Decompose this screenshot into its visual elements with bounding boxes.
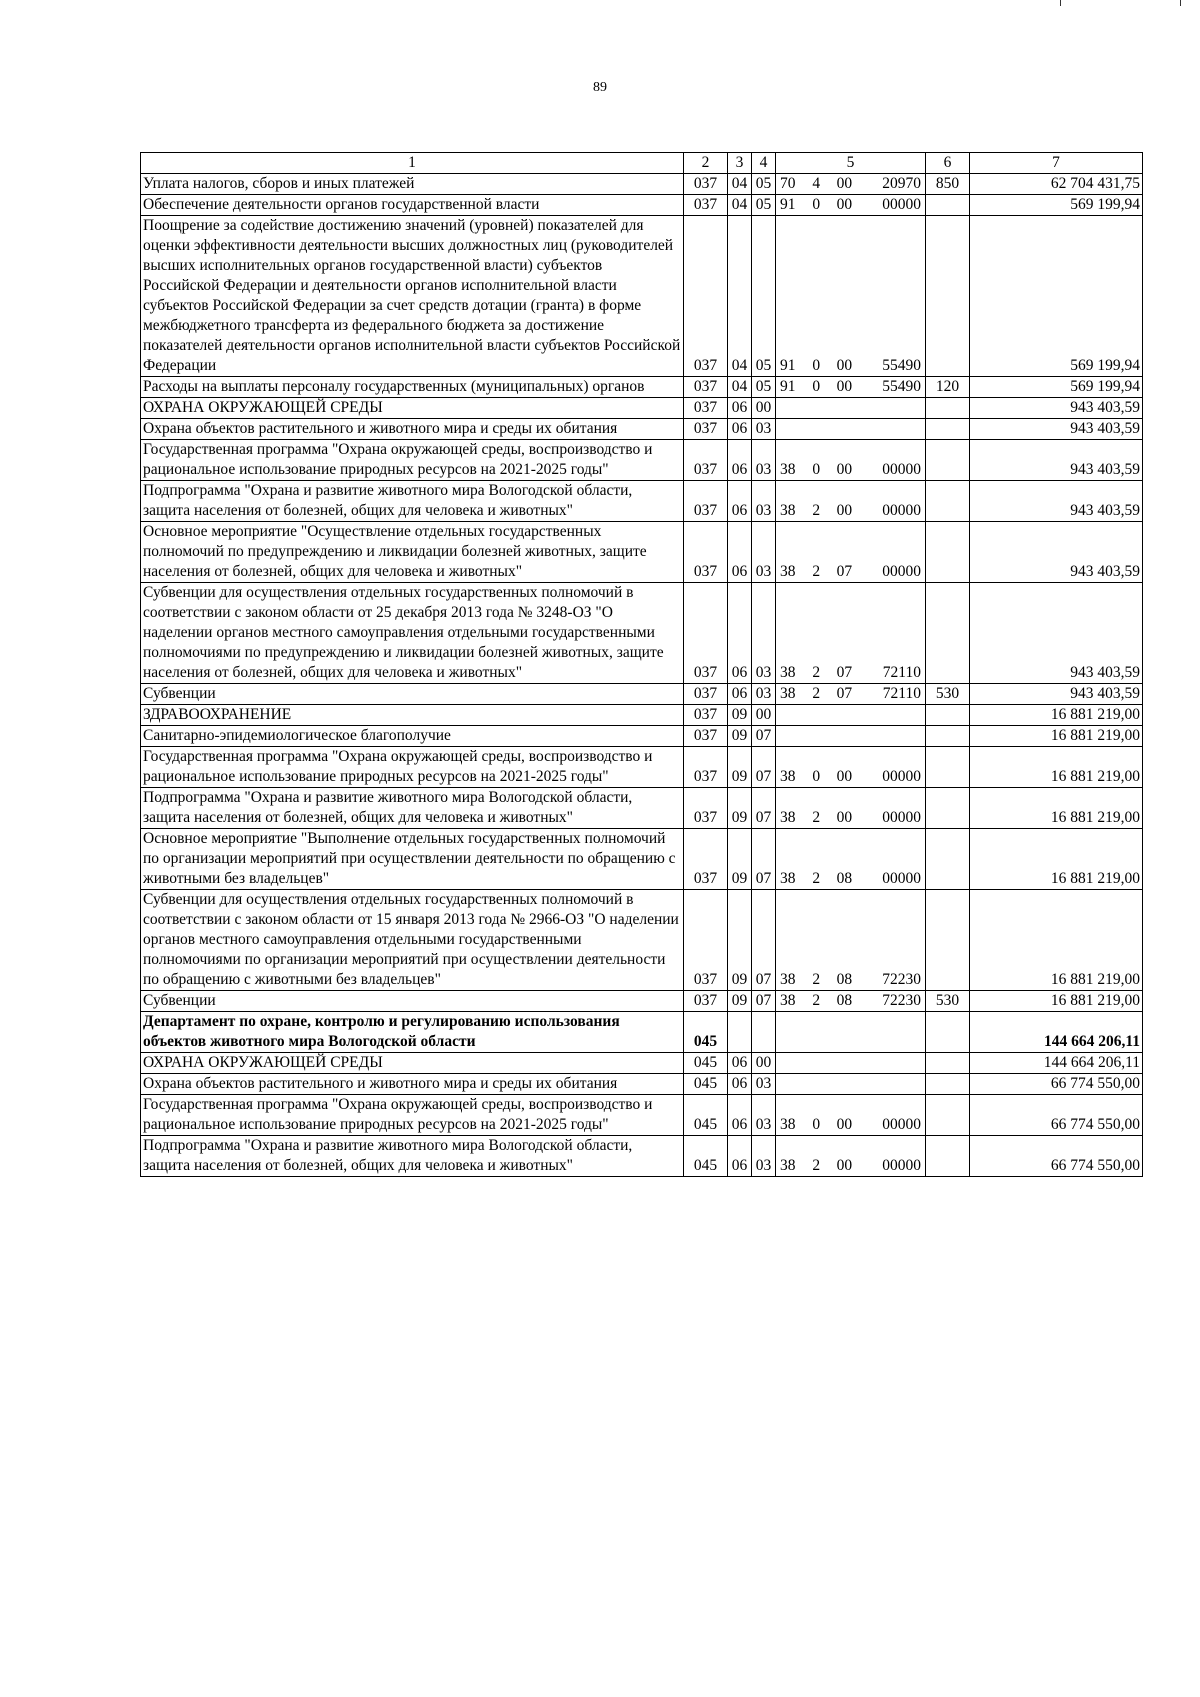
target-article-part: 2: [812, 1157, 821, 1174]
row-name-cell: Подпрограмма "Охрана и развитие животного мира Вологодской области, защита населения от болезней, общих для человека и животных": [141, 788, 684, 829]
target-article-part: 00: [836, 768, 853, 785]
target-article-part: 2: [812, 563, 821, 580]
target-article-code: [780, 562, 921, 582]
section-code-cell: 06: [728, 1053, 752, 1074]
section-code-cell: 04: [728, 174, 752, 195]
target-article-part: 70: [780, 175, 796, 192]
ved-code-cell: 037: [684, 829, 728, 890]
table-row: [141, 440, 1143, 481]
target-article-part: 08: [836, 870, 853, 887]
target-article-part: 08: [836, 992, 853, 1009]
amount-cell: 569 199,94: [970, 377, 1143, 398]
amount-cell: 943 403,59: [970, 481, 1143, 522]
target-article-code: [780, 1115, 921, 1135]
amount-cell: 66 774 550,00: [970, 1074, 1143, 1095]
ved-code-cell: 037: [684, 788, 728, 829]
target-article-cell: [776, 195, 926, 216]
ved-code-cell: 037: [684, 377, 728, 398]
target-article-part: 0: [812, 196, 821, 213]
target-article-code: [780, 970, 921, 990]
expense-type-cell: [926, 788, 970, 829]
row-name-cell: Охрана объектов растительного и животного мира и среды их обитания: [141, 419, 684, 440]
ved-code-cell: 037: [684, 522, 728, 583]
target-article-part: 00: [836, 1157, 853, 1174]
ved-code-cell: 037: [684, 991, 728, 1012]
expense-type-cell: [926, 705, 970, 726]
section-code-cell: 09: [728, 705, 752, 726]
target-article-cell: [776, 684, 926, 705]
header-cell: 7: [970, 153, 1143, 174]
amount-cell: 16 881 219,00: [970, 890, 1143, 991]
section-code-cell: 06: [728, 522, 752, 583]
target-article-cell: [776, 216, 926, 377]
target-article-part: 55490: [882, 357, 921, 374]
section-code-cell: 04: [728, 195, 752, 216]
target-article-part: 38: [780, 1116, 796, 1133]
row-name-cell: Уплата налогов, сборов и иных платежей: [141, 174, 684, 195]
target-article-part: 00: [836, 378, 853, 395]
target-article-part: 91: [780, 378, 796, 395]
target-article-code: [780, 460, 921, 480]
table-row: [141, 419, 1143, 440]
section-code-cell: 06: [728, 440, 752, 481]
section-code-cell: 06: [728, 481, 752, 522]
target-article-part: 55490: [882, 378, 921, 395]
table-row: [141, 1074, 1143, 1095]
row-name-cell: Подпрограмма "Охрана и развитие животного мира Вологодской области, защита населения от болезней, общих для человека и животных": [141, 481, 684, 522]
target-article-part: 20970: [882, 175, 921, 192]
table-row: [141, 1136, 1143, 1177]
budget-table: [140, 152, 1143, 1177]
ved-code-cell: 045: [684, 1136, 728, 1177]
table-row: [141, 522, 1143, 583]
subsection-code-cell: 03: [752, 1074, 776, 1095]
amount-cell: 16 881 219,00: [970, 705, 1143, 726]
row-name-cell: ОХРАНА ОКРУЖАЮЩЕЙ СРЕДЫ: [141, 1053, 684, 1074]
row-name-cell: Государственная программа "Охрана окружающей среды, воспроизводство и рациональное использование природных ресурсов на 2021-2025 годы": [141, 1095, 684, 1136]
target-article-part: 4: [812, 175, 821, 192]
target-article-code: [780, 195, 921, 215]
amount-cell: 66 774 550,00: [970, 1136, 1143, 1177]
target-article-part: 0: [812, 768, 821, 785]
row-name-cell: Субвенции: [141, 684, 684, 705]
amount-cell: 16 881 219,00: [970, 747, 1143, 788]
target-article-part: 00000: [882, 196, 921, 213]
expense-type-cell: [926, 1136, 970, 1177]
table-row: [141, 583, 1143, 684]
expense-type-cell: [926, 216, 970, 377]
section-code-cell: 06: [728, 419, 752, 440]
header-cell: 4: [752, 153, 776, 174]
target-article-part: 91: [780, 196, 796, 213]
amount-cell: 943 403,59: [970, 440, 1143, 481]
section-code-cell: 09: [728, 991, 752, 1012]
subsection-code-cell: 00: [752, 1053, 776, 1074]
section-code-cell: 04: [728, 216, 752, 377]
target-article-part: 00: [836, 196, 853, 213]
table-row: [141, 174, 1143, 195]
table-header-row: [141, 153, 1143, 174]
row-name-cell: Основное мероприятие "Выполнение отдельных государственных полномочий по организации мероприятий при осуществлении деятельности по обращению с животными без владельцев": [141, 829, 684, 890]
amount-cell: 569 199,94: [970, 195, 1143, 216]
target-article-part: 00: [836, 1116, 853, 1133]
header-cell: 6: [926, 153, 970, 174]
row-name-cell: Охрана объектов растительного и животного мира и среды их обитания: [141, 1074, 684, 1095]
target-article-cell: [776, 705, 926, 726]
subsection-code-cell: 03: [752, 481, 776, 522]
target-article-cell: [776, 726, 926, 747]
subsection-code-cell: 07: [752, 991, 776, 1012]
target-article-code: [780, 1156, 921, 1176]
ved-code-cell: 037: [684, 419, 728, 440]
amount-cell: 943 403,59: [970, 398, 1143, 419]
row-name-cell: Подпрограмма "Охрана и развитие животного мира Вологодской области, защита населения от болезней, общих для человека и животных": [141, 1136, 684, 1177]
target-article-code: [780, 501, 921, 521]
amount-cell: 16 881 219,00: [970, 991, 1143, 1012]
row-name-cell: Субвенции для осуществления отдельных государственных полномочий в соответствии с законом области от 15 января 2013 года № 2966-ОЗ "О наделении органов местного самоуправления отдельными государственными полномочиями по организации мероприятий при осуществлении деятельности по обращению с животными без владельцев": [141, 890, 684, 991]
target-article-part: 38: [780, 992, 796, 1009]
expense-type-cell: [926, 1095, 970, 1136]
section-code-cell: 06: [728, 398, 752, 419]
table-row: [141, 398, 1143, 419]
page-number: 89: [593, 80, 607, 95]
target-article-part: 2: [812, 809, 821, 826]
scan-edge-mark: [1180, 0, 1181, 6]
subsection-code-cell: 05: [752, 377, 776, 398]
target-article-part: 2: [812, 870, 821, 887]
section-code-cell: 09: [728, 747, 752, 788]
section-code-cell: 06: [728, 583, 752, 684]
target-article-cell: [776, 1053, 926, 1074]
target-article-part: 00000: [882, 809, 921, 826]
target-article-code: [780, 174, 921, 194]
row-name-cell: ОХРАНА ОКРУЖАЮЩЕЙ СРЕДЫ: [141, 398, 684, 419]
target-article-code: [780, 377, 921, 397]
table-row: [141, 481, 1143, 522]
target-article-part: 38: [780, 768, 796, 785]
target-article-cell: [776, 1095, 926, 1136]
ved-code-cell: 045: [684, 1012, 728, 1053]
target-article-part: 00: [836, 357, 853, 374]
subsection-code-cell: 00: [752, 705, 776, 726]
ved-code-cell: 037: [684, 705, 728, 726]
target-article-part: 38: [780, 461, 796, 478]
section-code-cell: 09: [728, 829, 752, 890]
target-article-cell: [776, 788, 926, 829]
target-article-part: 72230: [882, 971, 921, 988]
section-code-cell: 09: [728, 788, 752, 829]
target-article-part: 00000: [882, 1116, 921, 1133]
target-article-cell: [776, 174, 926, 195]
expense-type-cell: [926, 1012, 970, 1053]
expense-type-cell: 120: [926, 377, 970, 398]
target-article-part: 00: [836, 809, 853, 826]
subsection-code-cell: 03: [752, 522, 776, 583]
subsection-code-cell: [752, 1012, 776, 1053]
table-row: [141, 1095, 1143, 1136]
target-article-cell: [776, 1074, 926, 1095]
target-article-code: [780, 869, 921, 889]
expense-type-cell: [926, 522, 970, 583]
expense-type-cell: [926, 481, 970, 522]
target-article-code: [780, 356, 921, 376]
ved-code-cell: 037: [684, 583, 728, 684]
expense-type-cell: [926, 398, 970, 419]
target-article-part: 2: [812, 685, 821, 702]
header-cell: 3: [728, 153, 752, 174]
header-cell: 1: [141, 153, 684, 174]
table-row: [141, 1012, 1143, 1053]
table-row: [141, 890, 1143, 991]
section-code-cell: 06: [728, 1074, 752, 1095]
table-row: [141, 991, 1143, 1012]
table-row: [141, 684, 1143, 705]
target-article-part: 00000: [882, 1157, 921, 1174]
expense-type-cell: [926, 1074, 970, 1095]
target-article-cell: [776, 991, 926, 1012]
target-article-part: 72110: [882, 664, 921, 681]
target-article-part: 0: [812, 378, 821, 395]
target-article-cell: [776, 522, 926, 583]
expense-type-cell: [926, 195, 970, 216]
section-code-cell: 06: [728, 684, 752, 705]
header-cell: 2: [684, 153, 728, 174]
ved-code-cell: 037: [684, 481, 728, 522]
subsection-code-cell: 05: [752, 195, 776, 216]
expense-type-cell: [926, 583, 970, 684]
subsection-code-cell: 05: [752, 174, 776, 195]
target-article-cell: [776, 747, 926, 788]
expense-type-cell: [926, 747, 970, 788]
target-article-cell: [776, 419, 926, 440]
table-row: [141, 216, 1143, 377]
expense-type-cell: [926, 890, 970, 991]
target-article-cell: [776, 829, 926, 890]
amount-cell: 144 664 206,11: [970, 1012, 1143, 1053]
amount-cell: 943 403,59: [970, 684, 1143, 705]
expense-type-cell: [926, 726, 970, 747]
subsection-code-cell: 03: [752, 440, 776, 481]
subsection-code-cell: 03: [752, 419, 776, 440]
row-name-cell: Расходы на выплаты персоналу государственных (муниципальных) органов: [141, 377, 684, 398]
target-article-part: 38: [780, 809, 796, 826]
target-article-part: 08: [836, 971, 853, 988]
amount-cell: 16 881 219,00: [970, 829, 1143, 890]
target-article-part: 00000: [882, 768, 921, 785]
subsection-code-cell: 03: [752, 1136, 776, 1177]
target-article-part: 38: [780, 1157, 796, 1174]
table-row: [141, 747, 1143, 788]
target-article-part: 00: [836, 461, 853, 478]
expense-type-cell: [926, 440, 970, 481]
target-article-part: 38: [780, 563, 796, 580]
table-row: [141, 705, 1143, 726]
target-article-cell: [776, 1136, 926, 1177]
section-code-cell: 09: [728, 890, 752, 991]
ved-code-cell: 037: [684, 398, 728, 419]
ved-code-cell: 037: [684, 684, 728, 705]
subsection-code-cell: 07: [752, 788, 776, 829]
target-article-cell: [776, 1012, 926, 1053]
target-article-part: 72110: [882, 685, 921, 702]
amount-cell: 943 403,59: [970, 522, 1143, 583]
target-article-part: 91: [780, 357, 796, 374]
header-cell: 5: [776, 153, 926, 174]
subsection-code-cell: 07: [752, 747, 776, 788]
table-row: [141, 788, 1143, 829]
target-article-part: 00000: [882, 502, 921, 519]
row-name-cell: Государственная программа "Охрана окружающей среды, воспроизводство и рациональное использование природных ресурсов на 2021-2025 годы": [141, 747, 684, 788]
table-row: [141, 377, 1143, 398]
ved-code-cell: 037: [684, 195, 728, 216]
subsection-code-cell: 00: [752, 398, 776, 419]
target-article-code: [780, 808, 921, 828]
target-article-part: 0: [812, 357, 821, 374]
target-article-part: 07: [836, 664, 853, 681]
amount-cell: 943 403,59: [970, 583, 1143, 684]
row-name-cell: Санитарно-эпидемиологическое благополучие: [141, 726, 684, 747]
target-article-part: 00: [836, 175, 853, 192]
subsection-code-cell: 03: [752, 583, 776, 684]
ved-code-cell: 045: [684, 1095, 728, 1136]
target-article-cell: [776, 398, 926, 419]
amount-cell: 569 199,94: [970, 216, 1143, 377]
section-code-cell: 09: [728, 726, 752, 747]
target-article-part: 38: [780, 971, 796, 988]
target-article-part: 38: [780, 685, 796, 702]
row-name-cell: Субвенции: [141, 991, 684, 1012]
target-article-cell: [776, 440, 926, 481]
amount-cell: 16 881 219,00: [970, 788, 1143, 829]
table-body: [141, 174, 1143, 1177]
row-name-cell: Основное мероприятие "Осуществление отдельных государственных полномочий по предупреждению и ликвидации болезней животных, защите населения от болезней, общих для человека и животных": [141, 522, 684, 583]
target-article-part: 00000: [882, 563, 921, 580]
row-name-cell: ЗДРАВООХРАНЕНИЕ: [141, 705, 684, 726]
scan-edge-mark: [1060, 0, 1061, 6]
target-article-code: [780, 663, 921, 683]
target-article-cell: [776, 583, 926, 684]
target-article-part: 00000: [882, 870, 921, 887]
ved-code-cell: 037: [684, 216, 728, 377]
subsection-code-cell: 03: [752, 1095, 776, 1136]
table-row: [141, 829, 1143, 890]
target-article-code: [780, 684, 921, 704]
subsection-code-cell: 07: [752, 726, 776, 747]
table-row: [141, 195, 1143, 216]
table-row: [141, 726, 1143, 747]
section-code-cell: [728, 1012, 752, 1053]
row-name-cell: Субвенции для осуществления отдельных государственных полномочий в соответствии с законом области от 25 декабря 2013 года № 3248-ОЗ "О наделении органов местного самоуправления отдельными государственными полномочиями по предупреждению и ликвидации болезней животных, защите населения от болезней, общих для человека и животных": [141, 583, 684, 684]
expense-type-cell: 530: [926, 991, 970, 1012]
ved-code-cell: 037: [684, 890, 728, 991]
ved-code-cell: 037: [684, 726, 728, 747]
target-article-cell: [776, 890, 926, 991]
expense-type-cell: [926, 829, 970, 890]
target-article-part: 38: [780, 664, 796, 681]
expense-type-cell: 530: [926, 684, 970, 705]
subsection-code-cell: 07: [752, 890, 776, 991]
row-name-cell: Обеспечение деятельности органов государственной власти: [141, 195, 684, 216]
target-article-part: 00000: [882, 461, 921, 478]
target-article-cell: [776, 481, 926, 522]
amount-cell: 66 774 550,00: [970, 1095, 1143, 1136]
target-article-code: [780, 767, 921, 787]
ved-code-cell: 037: [684, 747, 728, 788]
amount-cell: 62 704 431,75: [970, 174, 1143, 195]
target-article-cell: [776, 377, 926, 398]
amount-cell: 943 403,59: [970, 419, 1143, 440]
row-name-cell: Государственная программа "Охрана окружающей среды, воспроизводство и рациональное использование природных ресурсов на 2021-2025 годы": [141, 440, 684, 481]
target-article-part: 2: [812, 971, 821, 988]
subsection-code-cell: 03: [752, 684, 776, 705]
expense-type-cell: 850: [926, 174, 970, 195]
row-name-cell: Департамент по охране, контролю и регулированию использования объектов животного мира Вологодской области: [141, 1012, 684, 1053]
table-row: [141, 1053, 1143, 1074]
target-article-code: [780, 991, 921, 1011]
target-article-part: 38: [780, 502, 796, 519]
section-code-cell: 06: [728, 1136, 752, 1177]
section-code-cell: 04: [728, 377, 752, 398]
section-code-cell: 06: [728, 1095, 752, 1136]
target-article-part: 07: [836, 685, 853, 702]
target-article-part: 2: [812, 664, 821, 681]
amount-cell: 144 664 206,11: [970, 1053, 1143, 1074]
expense-type-cell: [926, 419, 970, 440]
ved-code-cell: 045: [684, 1053, 728, 1074]
target-article-part: 72230: [882, 992, 921, 1009]
target-article-part: 2: [812, 992, 821, 1009]
target-article-part: 0: [812, 1116, 821, 1133]
ved-code-cell: 037: [684, 174, 728, 195]
target-article-part: 38: [780, 870, 796, 887]
target-article-part: 00: [836, 502, 853, 519]
target-article-part: 2: [812, 502, 821, 519]
ved-code-cell: 037: [684, 440, 728, 481]
subsection-code-cell: 07: [752, 829, 776, 890]
subsection-code-cell: 05: [752, 216, 776, 377]
amount-cell: 16 881 219,00: [970, 726, 1143, 747]
ved-code-cell: 045: [684, 1074, 728, 1095]
expense-type-cell: [926, 1053, 970, 1074]
target-article-part: 07: [836, 563, 853, 580]
target-article-part: 0: [812, 461, 821, 478]
row-name-cell: Поощрение за содействие достижению значений (уровней) показателей для оценки эффективности деятельности высших должностных лиц (руководителей высших исполнительных органов государственной власти) субъектов Российской Федерации и деятельности органов исполнительной власти субъектов Российской Федерации за счет средств дотации (гранта) в форме межбюджетного трансферта из федерального бюджета за достижение показателей деятельности органов исполнительной власти субъектов Российской Федерации: [141, 216, 684, 377]
